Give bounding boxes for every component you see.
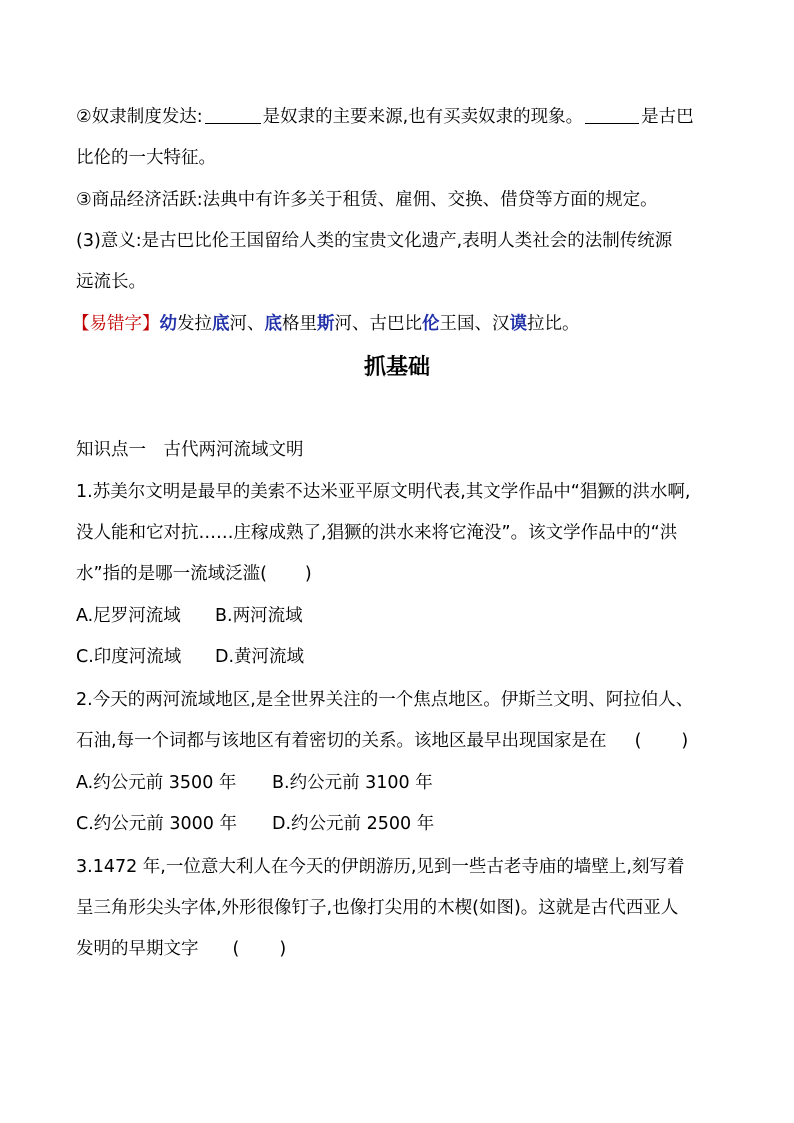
error-char: 斯 — [317, 314, 335, 334]
question-1-line2: 没人能和它对抗……庄稼成熟了,猖獗的洪水来将它淹没”。该文学作品中的“洪 — [76, 523, 678, 543]
error-char: 谟 — [509, 314, 527, 334]
question-2-option-b[interactable]: B.约公元前 3100 年 — [272, 773, 433, 793]
answer-paren-open: ( — [232, 939, 240, 959]
question-2-option-c[interactable]: C.约公元前 3000 年 — [76, 814, 237, 834]
error-text: 拉比。 — [527, 314, 580, 334]
question-1-option-a[interactable]: A.尼罗河流域 — [76, 606, 181, 626]
error-text: 王国、汉 — [439, 314, 510, 334]
question-1-option-b[interactable]: B.两河流域 — [215, 606, 303, 626]
answer-paren-close: ) — [279, 939, 287, 959]
error-text: 格里 — [282, 314, 317, 334]
question-3-line1: 3.1472 年,一位意大利人在今天的伊朗游历,见到一些古老寺庙的墙壁上,刻写着 — [76, 857, 685, 877]
question-2-option-a[interactable]: A.约公元前 3500 年 — [76, 773, 237, 793]
error-text: 河、古巴比 — [334, 314, 422, 334]
intro-item2-text-c: 是古巴 — [641, 107, 694, 127]
answer-paren-close: ) — [681, 731, 689, 751]
question-1-line3-text: 水”指的是哪一流域泛滥( — [76, 564, 267, 584]
answer-paren-open: ( — [634, 731, 642, 751]
question-3-line3 — [76, 937, 286, 961]
answer-paren-close: ) — [304, 564, 312, 584]
question-3-line3-text: 发明的早期文字 — [76, 939, 199, 959]
intro-item2-line2: 比伦的一大特征。 — [76, 148, 216, 168]
question-2-line1: 2.今天的两河流域地区,是全世界关注的一个焦点地区。伊斯兰文明、阿拉伯人、 — [76, 690, 694, 710]
intro-item2-text-a: ②奴隶制度发达: — [76, 107, 203, 127]
significance-line1: (3)意义:是古巴比伦王国留给人类的宝贵文化遗产,表明人类社会的法制传统源 — [76, 231, 673, 251]
question-2-line2 — [76, 729, 688, 753]
error-char: 幼 — [159, 314, 177, 334]
fill-blank-2[interactable] — [585, 105, 639, 124]
error-char: 底 — [264, 314, 282, 334]
section-title: 抓基础 — [363, 355, 430, 380]
error-prone-line — [72, 312, 580, 336]
question-1-line1: 1.苏美尔文明是最早的美索不达米亚平原文明代表,其文学作品中“猖獗的洪水啊, — [76, 482, 691, 502]
error-char: 伦 — [422, 314, 440, 334]
question-2-option-d[interactable]: D.约公元前 2500 年 — [272, 814, 435, 834]
intro-item2-line1 — [76, 105, 694, 129]
question-1-option-c[interactable]: C.印度河流域 — [76, 647, 182, 667]
question-3-line2: 呈三角形尖头字体,外形很像钉子,也像打尖用的木楔(如图)。这就是古代西亚人 — [76, 898, 679, 918]
question-1-line3 — [76, 562, 312, 586]
question-2-line2-text: 石油,每一个词都与该地区有着密切的关系。该地区最早出现国家是在 — [76, 731, 607, 751]
fill-blank-1[interactable] — [205, 105, 261, 124]
error-prone-tag: 【易错字】 — [72, 314, 160, 334]
significance-line2: 远流长。 — [76, 272, 146, 292]
knowledge-point-heading: 知识点一 古代两河流域文明 — [76, 440, 304, 460]
error-char: 底 — [212, 314, 230, 334]
intro-item3: ③商品经济活跃:法典中有许多关于租赁、雇佣、交换、借贷等方面的规定。 — [76, 190, 658, 210]
intro-item2-text-b: 是奴隶的主要来源,也有买卖奴隶的现象。 — [262, 107, 584, 127]
question-1-option-d[interactable]: D.黄河流域 — [215, 647, 305, 667]
error-text: 发拉 — [177, 314, 212, 334]
error-text: 河、 — [229, 314, 265, 334]
